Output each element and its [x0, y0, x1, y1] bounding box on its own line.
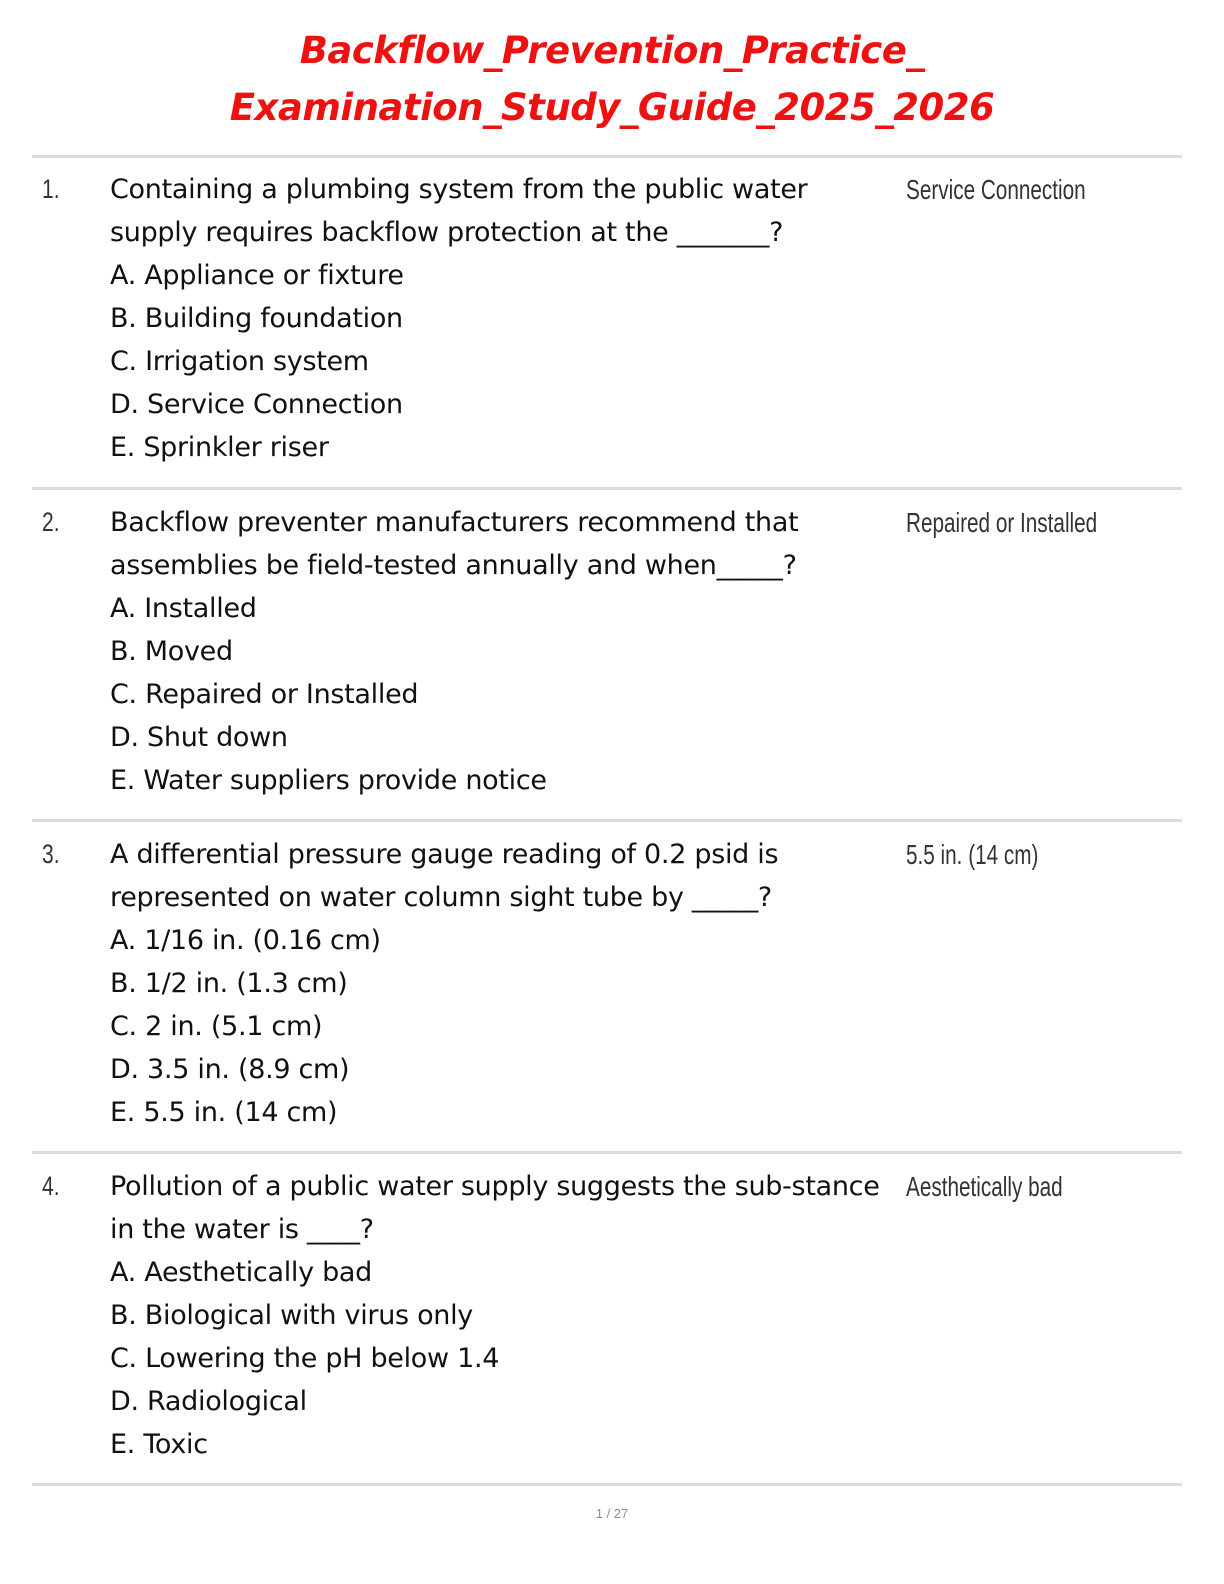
- answer-option: E. Toxic: [110, 1429, 208, 1460]
- answer-option: D. 3.5 in. (8.9 cm): [110, 1054, 350, 1085]
- question-body: [110, 168, 900, 469]
- question-number: 1.: [42, 174, 60, 204]
- answer-option: B. Biological with virus only: [110, 1300, 473, 1331]
- answer-option: B. 1/2 in. (1.3 cm): [110, 968, 348, 999]
- correct-answer: Repaired or Installed: [906, 507, 1098, 538]
- answer-option: A. Aesthetically bad: [110, 1257, 373, 1288]
- answer-option: B. Moved: [110, 636, 233, 667]
- divider: [32, 1151, 1182, 1154]
- page-indicator: 1 / 27: [595, 1506, 629, 1521]
- title-line-2: Examination_Study_Guide_2025_2026: [229, 86, 995, 129]
- answer-option: E. Water suppliers provide notice: [110, 765, 547, 796]
- question-body: [110, 501, 900, 802]
- divider: [32, 155, 1182, 158]
- question-number: 3.: [42, 839, 60, 869]
- title-line-1: Backflow_Prevention_Practice_: [299, 29, 925, 72]
- answer-option: A. Installed: [110, 593, 257, 624]
- question-number: 4.: [42, 1171, 60, 1201]
- question-body: [110, 1165, 900, 1466]
- question-text: Containing a plumbing system from the public water supply requires backflow protection at the _______?: [110, 174, 816, 248]
- answer-option: C. Lowering the pH below 1.4: [110, 1343, 500, 1374]
- correct-answer: 5.5 in. (14 cm): [906, 839, 1039, 870]
- document-title: [0, 22, 1224, 136]
- answer-option: D. Shut down: [110, 722, 288, 753]
- answer-option: E. Sprinkler riser: [110, 432, 329, 463]
- answer-option: E. 5.5 in. (14 cm): [110, 1097, 338, 1128]
- answer-option: C. Repaired or Installed: [110, 679, 419, 710]
- correct-answer: Service Connection: [906, 174, 1086, 205]
- divider: [32, 1483, 1182, 1486]
- answer-option: D. Service Connection: [110, 389, 403, 420]
- divider: [32, 487, 1182, 490]
- question-body: [110, 833, 900, 1134]
- answer-option: D. Radiological: [110, 1386, 307, 1417]
- answer-option: C. Irrigation system: [110, 346, 369, 377]
- answer-option: C. 2 in. (5.1 cm): [110, 1011, 323, 1042]
- question-text: Pollution of a public water supply suggests the sub-stance in the water is ____?: [110, 1171, 888, 1245]
- answer-option: A. 1/16 in. (0.16 cm): [110, 925, 381, 956]
- question-number: 2.: [42, 507, 60, 537]
- divider: [32, 819, 1182, 822]
- correct-answer: Aesthetically bad: [906, 1171, 1063, 1202]
- answer-option: A. Appliance or fixture: [110, 260, 404, 291]
- question-text: Backflow preventer manufacturers recommend that assemblies be field-tested annually and when_____?: [110, 507, 807, 581]
- answer-option: B. Building foundation: [110, 303, 403, 334]
- question-text: A differential pressure gauge reading of 0.2 psid is represented on water column sight tube by _____?: [110, 839, 787, 913]
